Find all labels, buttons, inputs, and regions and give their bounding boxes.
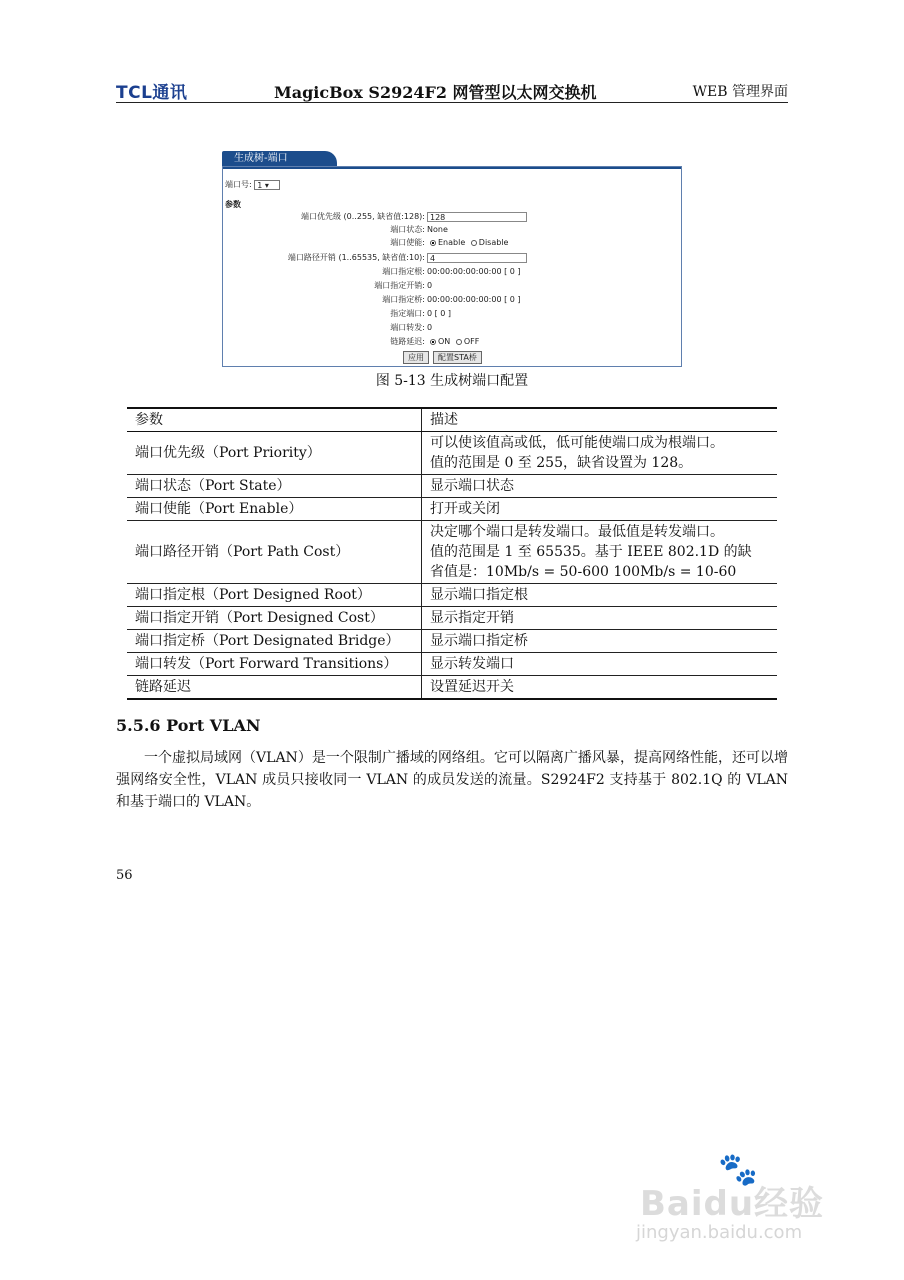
off-radio[interactable] <box>456 339 462 345</box>
paw-icon: 🐾 <box>718 1150 758 1188</box>
field-value: 00:00:00:00:00:00 [ 0 ] <box>427 295 521 304</box>
desc-line: 省值是：10Mb/s = 50-600 100Mb/s = 10-60 <box>430 564 737 580</box>
section-paragraph: 一个虚拟局域网（VLAN）是一个限制广播域的网络组。它可以隔离广播风暴，提高网络性能，还可以增强网络安全性，VLAN 成员只接收同一 VLAN 的成员发送的流量。S2924F2 支持基于 802.1Q 的 VLAN 和基于端口的 VLAN。 <box>116 750 788 810</box>
desc-cell <box>422 630 778 653</box>
baidu-watermark <box>636 1150 846 1245</box>
param-cell: 端口状态（Port State） <box>127 475 422 498</box>
desc-line: 显示端口状态 <box>430 478 514 494</box>
table-row <box>127 630 777 653</box>
field-label: 端口指定开销: <box>374 281 425 290</box>
desc-line: 显示端口指定桥 <box>430 633 528 649</box>
desc-line: 值的范围是 0 至 255，缺省设置为 128。 <box>430 455 693 471</box>
off-label: OFF <box>463 337 480 346</box>
figure-caption: 图 5-13 生成树端口配置 <box>375 373 529 389</box>
table-row <box>127 432 777 475</box>
desc-cell <box>422 584 778 607</box>
enable-label: Enable <box>438 238 466 247</box>
config-sta-bridge-button[interactable]: 配置STA桥 <box>433 351 482 364</box>
disable-radio[interactable] <box>471 240 477 246</box>
port-priority-input[interactable]: 128 <box>427 212 527 222</box>
watermark-url: jingyan.baidu.com <box>636 1222 803 1243</box>
desc-cell <box>422 475 778 498</box>
field-label: 指定端口: <box>390 309 425 318</box>
panel-tab: 生成树-端口 <box>222 151 337 167</box>
on-radio[interactable] <box>430 339 436 345</box>
param-cell: 端口指定桥（Port Designated Bridge） <box>127 630 422 653</box>
param-cell: 端口优先级（Port Priority） <box>127 432 422 475</box>
field-label: 端口优先级 (0..255, 缺省值:128): <box>301 212 425 221</box>
desc-line: 设置延迟开关 <box>430 679 514 695</box>
field-label: 端口状态: <box>390 225 425 234</box>
desc-cell <box>422 521 778 584</box>
table-row <box>127 584 777 607</box>
param-cell: 端口路径开销（Port Path Cost） <box>127 521 422 584</box>
desc-line: 值的范围是 1 至 65535。基于 IEEE 802.1D 的缺 <box>430 544 752 560</box>
field-link-delay <box>223 336 683 348</box>
params-heading: 参数 <box>225 200 241 209</box>
page-number: 56 <box>116 868 133 883</box>
param-cell: 端口转发（Port Forward Transitions） <box>127 653 422 676</box>
field-forward <box>223 322 683 334</box>
stp-port-config-screenshot <box>222 151 682 367</box>
table-row <box>127 475 777 498</box>
field-label: 端口使能: <box>390 238 425 247</box>
field-port-enable <box>223 237 683 249</box>
on-label: ON <box>438 337 451 346</box>
field-port-state <box>223 224 683 236</box>
header-section: WEB 管理界面 <box>692 84 788 100</box>
table-row <box>127 498 777 521</box>
desc-line: 显示指定开销 <box>430 610 514 626</box>
desc-line: 可以使该值高或低，低可能使端口成为根端口。 <box>430 435 724 451</box>
table-row <box>127 607 777 630</box>
port-selector-row <box>225 179 280 190</box>
field-designated-root <box>223 266 683 278</box>
field-value: 0 <box>427 281 433 290</box>
param-cell: 端口使能（Port Enable） <box>127 498 422 521</box>
section-title: 5.5.6 Port VLAN <box>116 716 261 735</box>
param-cell: 链路延迟 <box>127 676 422 700</box>
field-label: 端口转发: <box>390 323 425 332</box>
header-desc: 描述 <box>422 408 778 432</box>
desc-line: 显示转发端口 <box>430 656 514 672</box>
button-row <box>403 351 486 364</box>
header-rule <box>116 102 788 103</box>
port-label: 端口号: <box>225 180 252 189</box>
field-label: 端口指定根: <box>382 267 425 276</box>
enable-radio[interactable] <box>430 240 436 246</box>
field-value: 0 <box>427 323 433 332</box>
header-param: 参数 <box>127 408 422 432</box>
panel-top-bar <box>223 167 681 169</box>
param-cell: 端口指定开销（Port Designed Cost） <box>127 607 422 630</box>
watermark-brand: Baidu经验 <box>640 1184 825 1224</box>
page-header <box>116 76 788 102</box>
apply-button[interactable]: 应用 <box>403 351 429 364</box>
field-value: 0 [ 0 ] <box>427 309 452 318</box>
port-select[interactable]: 1 ▾ <box>254 180 280 190</box>
field-label: 端口路径开销 (1..65535, 缺省值:10): <box>287 253 425 262</box>
table-row <box>127 653 777 676</box>
path-cost-input[interactable]: 4 <box>427 253 527 263</box>
desc-cell <box>422 653 778 676</box>
field-designated-cost <box>223 280 683 292</box>
field-designated-bridge <box>223 294 683 306</box>
field-path-cost <box>223 252 683 264</box>
header-title: MagicBox S2924F2 网管型以太网交换机 <box>274 83 597 102</box>
desc-line: 决定哪个端口是转发端口。最低值是转发端口。 <box>430 524 724 540</box>
config-panel <box>222 166 682 367</box>
disable-label: Disable <box>478 238 509 247</box>
field-value: 00:00:00:00:00:00 [ 0 ] <box>427 267 521 276</box>
tcl-logo: TCL通讯 <box>116 83 188 103</box>
table-row <box>127 521 777 584</box>
port-select-value: 1 <box>257 180 263 190</box>
desc-cell <box>422 498 778 521</box>
table-header-row <box>127 408 777 432</box>
field-designated-port <box>223 308 683 320</box>
table-row <box>127 676 777 700</box>
field-label: 端口指定桥: <box>382 295 425 304</box>
desc-cell <box>422 432 778 475</box>
field-value: None <box>427 225 448 234</box>
desc-cell <box>422 676 778 700</box>
field-port-priority <box>223 211 683 223</box>
desc-line: 显示端口指定根 <box>430 587 528 603</box>
parameter-table <box>127 407 777 700</box>
desc-line: 打开或关闭 <box>430 501 500 517</box>
param-cell: 端口指定根（Port Designed Root） <box>127 584 422 607</box>
field-label: 链路延迟: <box>390 337 425 346</box>
desc-cell <box>422 607 778 630</box>
